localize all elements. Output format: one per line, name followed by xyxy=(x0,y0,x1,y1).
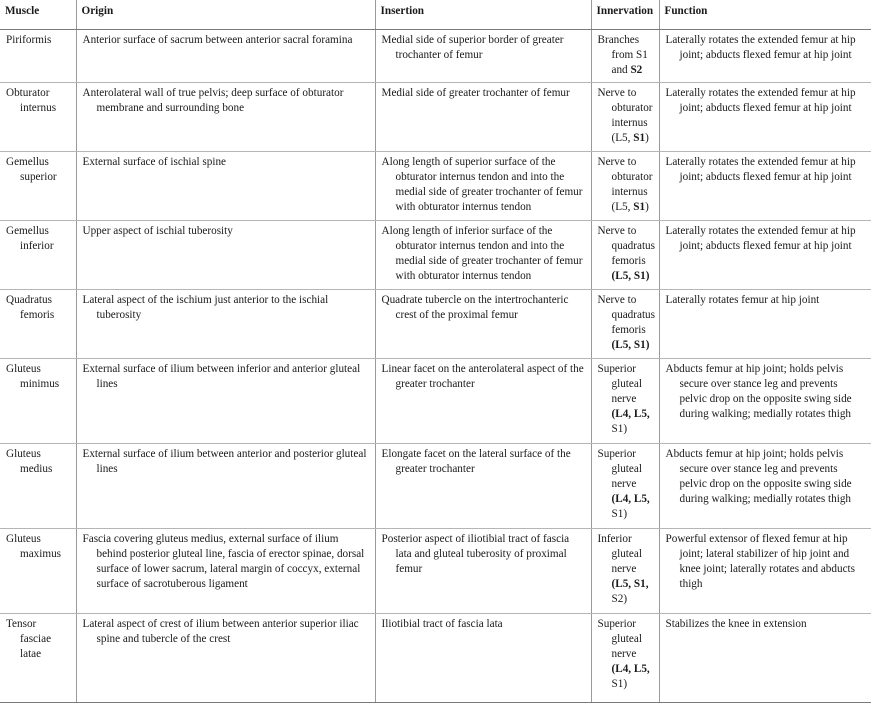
innervation-segment: S1 xyxy=(636,49,648,61)
cell-muscle-text: Obturator internus xyxy=(6,87,57,114)
innervation-text xyxy=(598,224,653,284)
innervation-segment: Superior gluteal nerve xyxy=(597,448,642,490)
cell-function-text: Powerful extensor of flexed femur at hip joint; lateral stabilizer of hip joint and knee joint; laterally rotates and abducts thigh xyxy=(665,533,856,590)
innervation-segment: and xyxy=(611,64,631,76)
cell-innervation xyxy=(591,221,659,290)
cell-function-text: Laterally rotates the extended femur at hip joint; abducts flexed femur at hip joint xyxy=(665,156,856,183)
innervation-segment: S1) xyxy=(611,423,628,435)
table-row xyxy=(0,221,871,290)
cell-origin-text: External surface of ischial spine xyxy=(82,156,227,168)
spinal-level-bold: (L4, L5, xyxy=(611,408,650,420)
spinal-level-bold: (L5, S1) xyxy=(611,339,650,351)
table-row xyxy=(0,30,871,83)
cell-origin-text: Upper aspect of ischial tuberosity xyxy=(82,225,233,237)
cell-origin-text: Lateral aspect of the ischium just anterior to the ischial tuberosity xyxy=(82,294,329,321)
cell-innervation xyxy=(591,290,659,359)
cell-insertion-text: Quadrate tubercle on the intertrochanteric crest of the proximal femur xyxy=(381,294,569,321)
cell-insertion-text: Elongate facet on the lateral surface of the greater trochanter xyxy=(381,448,571,475)
cell-insertion-text: Linear facet on the anterolateral aspect of the greater trochanter xyxy=(381,363,584,390)
cell-muscle xyxy=(0,290,76,359)
cell-muscle-text: Gemellus superior xyxy=(6,156,57,183)
innervation-text xyxy=(598,155,653,215)
cell-origin xyxy=(76,221,375,290)
cell-innervation xyxy=(591,359,659,444)
table-row xyxy=(0,290,871,359)
cell-function-text: Laterally rotates the extended femur at hip joint; abducts flexed femur at hip joint xyxy=(665,34,856,61)
cell-function-text: Laterally rotates the extended femur at hip joint; abducts flexed femur at hip joint xyxy=(665,225,856,252)
cell-function xyxy=(659,290,871,359)
header-innervation: Innervation xyxy=(591,0,659,30)
innervation-segment: Nerve to obturator internus (L5, xyxy=(597,87,653,144)
cell-insertion-text: Posterior aspect of iliotibial tract of fascia lata and gluteal tuberosity of proximal femur xyxy=(381,533,570,575)
cell-muscle xyxy=(0,152,76,221)
table-header xyxy=(0,0,871,30)
cell-origin-text: Anterolateral wall of true pelvis; deep surface of obturator membrane and surrounding bone xyxy=(82,87,344,114)
cell-muscle xyxy=(0,614,76,703)
cell-origin-text: Fascia covering gluteus medius, external surface of ilium behind posterior gluteal line, fascia of erector spinae, dorsal surface of lower sacrum, lateral margin of coccyx, external surface of sacrotuberous ligament xyxy=(82,533,365,590)
cell-muscle-text: Gemellus inferior xyxy=(6,225,54,252)
cell-function-text: Laterally rotates the extended femur at hip joint; abducts flexed femur at hip joint xyxy=(665,87,856,114)
cell-origin xyxy=(76,290,375,359)
table-body xyxy=(0,30,871,703)
cell-innervation xyxy=(591,83,659,152)
cell-function xyxy=(659,444,871,529)
cell-innervation xyxy=(591,30,659,83)
cell-origin xyxy=(76,83,375,152)
spinal-level-bold: (L5, S1, xyxy=(611,578,649,590)
cell-function xyxy=(659,152,871,221)
innervation-segment: S2) xyxy=(611,593,628,605)
innervation-segment: Inferior gluteal nerve xyxy=(597,533,642,575)
cell-function xyxy=(659,30,871,83)
table-row xyxy=(0,152,871,221)
cell-insertion-text: Medial side of greater trochanter of femur xyxy=(381,87,570,99)
cell-origin xyxy=(76,30,375,83)
cell-origin xyxy=(76,614,375,703)
innervation-text xyxy=(598,86,653,146)
header-insertion: Insertion xyxy=(375,0,591,30)
table-row xyxy=(0,444,871,529)
cell-innervation xyxy=(591,529,659,614)
cell-origin-text: Anterior surface of sacrum between anterior sacral foramina xyxy=(82,34,353,46)
cell-origin-text: External surface of ilium between anterior and posterior gluteal lines xyxy=(82,448,367,475)
innervation-segment: ) xyxy=(645,132,649,144)
innervation-segment: Nerve to quadratus femoris xyxy=(597,225,655,267)
cell-origin xyxy=(76,529,375,614)
cell-insertion xyxy=(375,83,591,152)
innervation-segment: Branches from xyxy=(597,34,640,61)
innervation-segment: Superior gluteal nerve xyxy=(597,363,642,405)
cell-insertion-text: Medial side of superior border of greater trochanter of femur xyxy=(381,34,564,61)
cell-insertion xyxy=(375,221,591,290)
spinal-level-bold: S1 xyxy=(633,201,646,213)
cell-insertion xyxy=(375,444,591,529)
spinal-level-bold: (L5, S1) xyxy=(611,270,650,282)
cell-origin xyxy=(76,359,375,444)
cell-function xyxy=(659,529,871,614)
cell-insertion-text: Along length of superior surface of the obturator internus tendon and into the medial side of greater trochanter of femur with obturator internus tendon xyxy=(381,156,583,213)
cell-innervation xyxy=(591,614,659,703)
cell-muscle-text: Piriformis xyxy=(6,34,52,46)
cell-muscle xyxy=(0,444,76,529)
cell-origin xyxy=(76,152,375,221)
innervation-segment: Nerve to quadratus femoris xyxy=(597,294,655,336)
cell-function-text: Laterally rotates femur at hip joint xyxy=(665,294,820,306)
cell-muscle-text: Quadratus femoris xyxy=(6,294,55,321)
cell-insertion xyxy=(375,290,591,359)
cell-muscle-text: Gluteus minimus xyxy=(6,363,60,390)
cell-muscle xyxy=(0,359,76,444)
table-row xyxy=(0,614,871,703)
cell-function xyxy=(659,359,871,444)
spinal-level-bold: S2 xyxy=(630,64,643,76)
cell-function xyxy=(659,83,871,152)
cell-function-text: Abducts femur at hip joint; holds pelvis secure over stance leg and prevents pelvic drop on the opposite swing side during walking; medially rotates thigh xyxy=(665,448,852,505)
spinal-level-bold: (L4, L5, xyxy=(611,663,650,675)
cell-muscle-text: Tensor fasciae latae xyxy=(6,618,52,660)
cell-insertion xyxy=(375,359,591,444)
cell-function-text: Abducts femur at hip joint; holds pelvis secure over stance leg and prevents pelvic drop on the opposite swing side during walking; medially rotates thigh xyxy=(665,363,852,420)
cell-muscle xyxy=(0,221,76,290)
cell-innervation xyxy=(591,152,659,221)
header-origin: Origin xyxy=(76,0,375,30)
header-row xyxy=(0,0,871,30)
innervation-text xyxy=(598,362,653,437)
cell-muscle xyxy=(0,83,76,152)
cell-muscle-text: Gluteus medius xyxy=(6,448,53,475)
innervation-text xyxy=(598,617,653,692)
innervation-segment: S1) xyxy=(611,678,628,690)
innervation-segment: S1) xyxy=(611,508,628,520)
table-row xyxy=(0,529,871,614)
spinal-level-bold: (L4, L5, xyxy=(611,493,650,505)
innervation-text xyxy=(598,447,653,522)
cell-insertion xyxy=(375,614,591,703)
table-row xyxy=(0,83,871,152)
cell-muscle xyxy=(0,529,76,614)
cell-origin xyxy=(76,444,375,529)
innervation-segment: Nerve to obturator internus (L5, xyxy=(597,156,653,213)
cell-insertion xyxy=(375,152,591,221)
cell-function xyxy=(659,221,871,290)
innervation-segment: ) xyxy=(645,201,649,213)
spinal-level-bold: S1 xyxy=(633,132,646,144)
cell-function-text: Stabilizes the knee in extension xyxy=(665,618,807,630)
cell-function xyxy=(659,614,871,703)
cell-insertion xyxy=(375,529,591,614)
cell-origin-text: Lateral aspect of crest of ilium between anterior superior iliac spine and tubercle of the crest xyxy=(82,618,359,645)
cell-origin-text: External surface of ilium between inferior and anterior gluteal lines xyxy=(82,363,361,390)
innervation-text xyxy=(598,532,653,607)
cell-muscle-text: Gluteus maximus xyxy=(6,533,62,560)
header-function: Function xyxy=(659,0,871,30)
innervation-text xyxy=(598,293,653,353)
cell-insertion-text: Iliotibial tract of fascia lata xyxy=(381,618,503,630)
cell-innervation xyxy=(591,444,659,529)
innervation-text xyxy=(598,33,653,78)
cell-muscle xyxy=(0,30,76,83)
innervation-segment: Superior gluteal nerve xyxy=(597,618,642,660)
table-row xyxy=(0,359,871,444)
cell-insertion xyxy=(375,30,591,83)
cell-insertion-text: Along length of inferior surface of the obturator internus tendon and into the medial side of greater trochanter of femur with obturator internus tendon xyxy=(381,225,583,282)
header-muscle: Muscle xyxy=(0,0,76,30)
